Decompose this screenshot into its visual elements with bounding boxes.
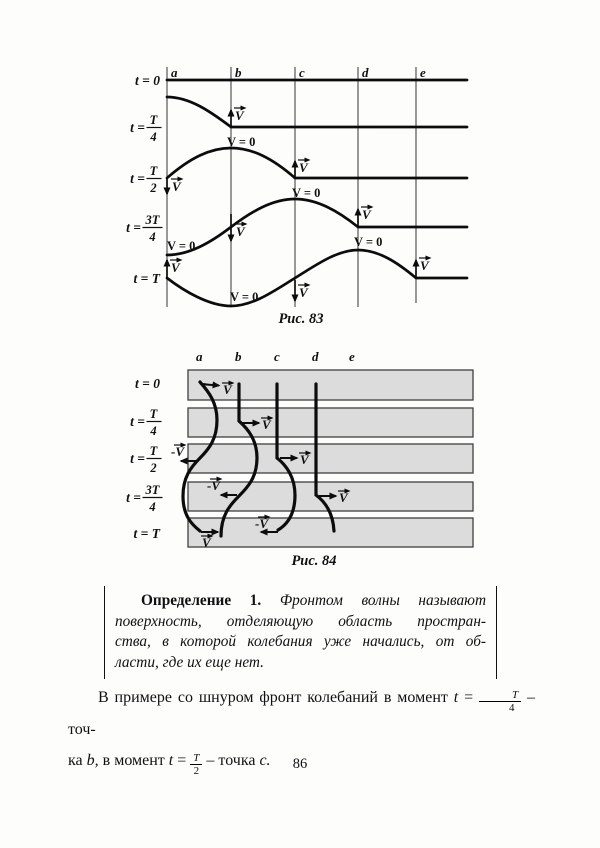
svg-text:V: V: [339, 490, 348, 505]
time-label-t12-pre: t =: [130, 451, 145, 466]
time-label-t34-den: 4: [149, 500, 156, 514]
paragraph-text: ка: [68, 752, 83, 770]
svg-text:-V: -V: [207, 478, 220, 493]
v-zero-label: V = 0: [292, 186, 321, 200]
time-label-t14-pre: t =: [130, 414, 145, 429]
v-vector-label: [201, 535, 212, 550]
svg-text:V: V: [420, 258, 429, 273]
time-label-t12-den: 2: [150, 181, 157, 195]
paragraph-line: [68, 682, 535, 745]
velocity-vector-labels: [170, 108, 430, 300]
time-label-t12-den: 2: [150, 461, 157, 475]
medium-bar-tT: [188, 518, 473, 547]
fig84-caption: Рис. 84: [291, 553, 337, 569]
time-labels: [126, 376, 162, 541]
point-label-c: c: [274, 349, 280, 364]
fraction-numerator: T: [479, 689, 521, 702]
time-label-t12-num: T: [149, 164, 158, 178]
time-label-t34-pre: t =: [126, 490, 141, 505]
time-label-t14-den: 4: [150, 130, 157, 144]
figure-84-point-trajectories: [100, 345, 500, 557]
paragraph-text: В примере со шнуром фронт колебаний в момент: [98, 689, 448, 706]
point-label-e: e: [349, 349, 355, 364]
v-vector-label: [298, 160, 309, 175]
v-vector-label: [170, 260, 181, 275]
equals-sign: =: [177, 752, 187, 770]
time-label-t34-num: 3T: [145, 483, 160, 497]
definition-line: [115, 591, 486, 612]
math-var-c: c.: [259, 752, 271, 770]
point-label-b: b: [235, 349, 242, 364]
time-label-t12-pre: t =: [130, 171, 145, 186]
time-labels: [126, 73, 162, 286]
neg-v-vector-label: [171, 444, 185, 459]
v-vector-label: [298, 285, 309, 300]
paragraph-text: – точка: [206, 752, 256, 770]
v-vector-label: [171, 179, 182, 194]
definition-line: поверхность, отделяющую область простран-: [115, 612, 486, 630]
point-label-d: d: [362, 65, 369, 80]
time-label-t34-den: 4: [149, 230, 156, 244]
definition-line: ласти, где их еще нет.: [115, 653, 264, 671]
page-number: 86: [292, 756, 308, 772]
v-vector-label: [234, 108, 245, 123]
fraction-numerator: T: [190, 752, 202, 765]
point-labels: [196, 349, 355, 364]
definition-title: Определение 1.: [141, 592, 262, 609]
svg-text:-V: -V: [171, 444, 184, 459]
fig83-caption: Рис. 83: [278, 311, 324, 327]
point-label-a: a: [196, 349, 203, 364]
definition-line: ства, в которой колебания уже начались, от об-: [115, 633, 486, 650]
equilibrium-lines: [167, 80, 467, 278]
figure-83-wave-profiles: [100, 60, 500, 338]
equals-sign: =: [464, 689, 474, 706]
point-label-e: e: [420, 65, 426, 80]
neg-v-vector-label: [255, 516, 269, 531]
point-label-a: a: [171, 65, 178, 80]
wave-curve-t34: [167, 199, 358, 255]
wave-curve-tT: [167, 250, 416, 306]
time-label-tT: t = T: [133, 526, 160, 541]
fraction-denominator: 4: [509, 702, 515, 714]
v-vector-label: [419, 258, 430, 273]
definition-text: Фронтом волны называют: [279, 592, 486, 609]
velocity-arrows: [167, 110, 416, 301]
svg-text:V: V: [262, 417, 271, 432]
wave-curve-t14: [167, 97, 231, 127]
svg-text:V: V: [171, 260, 180, 275]
math-var-t: t: [453, 689, 459, 706]
point-label-c: c: [299, 65, 305, 80]
svg-text:V: V: [300, 452, 309, 467]
time-label-t12-num: T: [149, 444, 158, 458]
svg-text:-V: -V: [255, 516, 268, 531]
svg-text:V: V: [362, 207, 371, 222]
time-label-t34-pre: t =: [126, 220, 141, 235]
medium-bar-t14: [188, 408, 473, 437]
time-label-t14-num: T: [149, 113, 158, 127]
time-label-t0: t = 0: [135, 376, 160, 391]
v-vector-label: [261, 417, 272, 432]
definition-box: [104, 586, 497, 679]
v-vector-label: [338, 490, 349, 505]
svg-text:V: V: [235, 108, 244, 123]
fraction-denominator: 2: [193, 765, 200, 778]
v-zero-label: V = 0: [227, 135, 256, 149]
point-labels: [171, 65, 426, 80]
neg-v-vector-label: [207, 478, 221, 493]
time-label-t14-pre: t =: [130, 120, 145, 135]
v-vector-label: [235, 224, 246, 239]
paragraph-text: – точ-: [68, 689, 535, 739]
v-vector-label: [361, 207, 372, 222]
math-var-b: b,: [86, 752, 99, 770]
time-label-tT: t = T: [133, 271, 160, 286]
math-var-t: t: [168, 752, 174, 770]
v-vector-label: [222, 382, 233, 397]
point-label-b: b: [235, 65, 242, 80]
fraction-T4: [479, 689, 521, 714]
time-label-t14-num: T: [149, 407, 158, 421]
medium-bar-t12: [188, 444, 473, 473]
v-vector-label: [299, 452, 310, 467]
svg-text:V: V: [299, 285, 308, 300]
point-label-d: d: [312, 349, 319, 364]
svg-text:V: V: [299, 160, 308, 175]
time-label-t14-den: 4: [150, 424, 157, 438]
v-zero-label: V = 0: [354, 235, 383, 249]
v-zero-label: V = 0: [230, 290, 259, 304]
svg-text:V: V: [202, 535, 211, 550]
svg-text:V: V: [223, 382, 232, 397]
paragraph-text: в момент: [102, 752, 165, 770]
v-zero-label: V = 0: [167, 239, 196, 253]
time-label-t0: t = 0: [135, 73, 160, 88]
svg-text:V: V: [236, 224, 245, 239]
time-label-t34-num: 3T: [145, 213, 160, 227]
svg-text:V: V: [172, 179, 181, 194]
